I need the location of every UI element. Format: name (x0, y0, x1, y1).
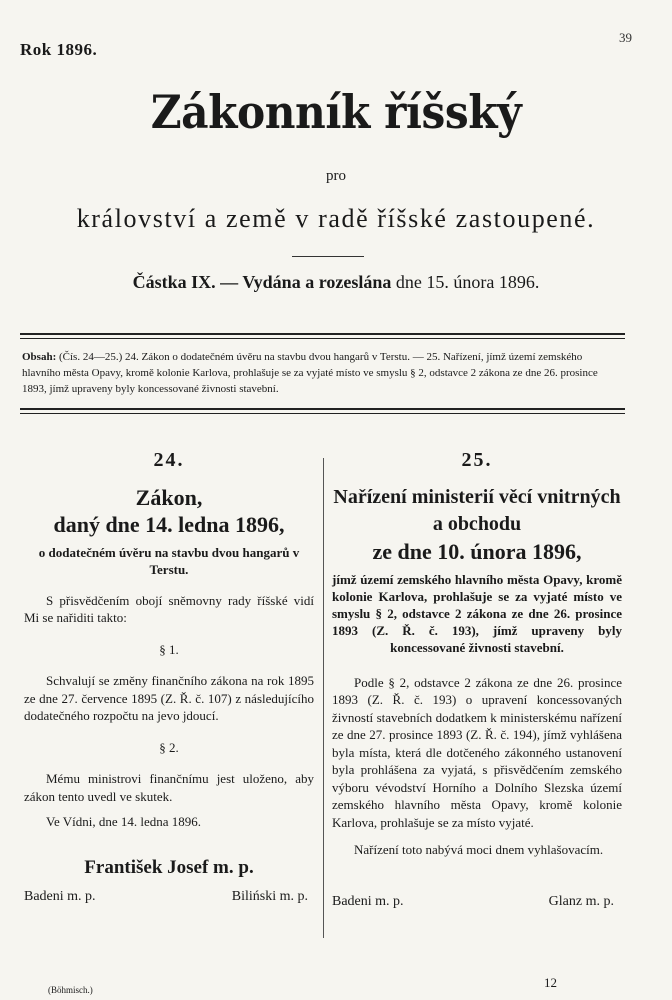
right-cosigners (332, 893, 622, 911)
decree-heading: Nařízení ministerií věcí vnitrných (333, 485, 621, 508)
year-label: Rok 1896. (20, 40, 98, 59)
section-2-label: § 2. (159, 739, 179, 755)
contents-block (22, 349, 622, 397)
signature-emperor: František Josef m. p. (84, 856, 254, 878)
rule-top-1 (20, 333, 625, 335)
column-separator (323, 458, 324, 938)
rule-top-2 (20, 338, 625, 339)
section-2-text: Mému ministrovi finančnímu jest uloženo, aby zákon tento uvedl ve skutek. (24, 771, 314, 804)
left-cosigners (24, 888, 314, 906)
title-pro: pro (326, 168, 346, 184)
cosigner-glanz: Glanz m. p. (548, 893, 614, 909)
contents-label: Obsah: (22, 351, 57, 363)
cosigner-badeni-2: Badeni m. p. (332, 893, 404, 909)
right-column (332, 449, 622, 910)
rule-bottom-1 (20, 408, 625, 410)
law-number-25: 25. (461, 449, 493, 471)
page-title: Zákonník říšský (150, 85, 522, 139)
place-date: Ve Vídni, dne 14. ledna 1896. (46, 814, 202, 829)
contents-text: (Čís. 24—25.) 24. Zákon o dodatečném úvěru na stavbu dvou hangarů v Terstu. — 25. Nařízení, jímž území zemského hlavního města Opavy, kromě kolonie Karlova, prohlašuje se za vyjaté místo ve smyslu § 2, odstavce 2 zákona ze dne 26. prosince 1893, jímž upraveny byly koncessované živnosti stavební. (22, 351, 598, 395)
title-realms: království a země v radě říšské zastoupené. (76, 204, 596, 233)
section-1-label: § 1. (159, 641, 179, 657)
issue-line (0, 272, 672, 293)
decree-date-heading: ze dne 10. února 1896, (372, 538, 582, 564)
law-heading: Zákon, (135, 484, 203, 510)
issue-date: dne 15. února 1896. (395, 272, 540, 292)
left-column (24, 449, 314, 906)
page-number: 39 (619, 30, 632, 45)
rule-bottom-2 (20, 413, 625, 414)
cosigner-badeni: Badeni m. p. (24, 889, 96, 904)
sheet-number: 12 (544, 975, 557, 990)
decree-text: Podle § 2, odstavce 2 zákona ze dne 26. prosince 1893 (Z. Ř. č. 193) o upravení koncessovaných živností stavebních dodatkem k ministerskému nařízení ze dne 27. prosince 1893 (Z. Ř. č. 194), jímž vyhlášena byla místa, která dle dotčeného zákonného ustanovení byla prohlášena za vyjatá, s přisvědčením zemského výboru vévodství Horního a Dolního Slezska území zemského hlavního města Opavy, kromě kolonie Karlova, prohlašuje se za místo vyjaté. (332, 674, 622, 830)
issue-bold: Částka IX. — Vydána a rozeslána (132, 272, 392, 292)
title-divider (292, 256, 364, 257)
cosigner-bilinski: Biliński m. p. (231, 889, 308, 904)
printer-mark: (Böhmisch.) (48, 985, 93, 995)
section-1-text: Schvalují se změny finančního zákona na rok 1895 ze dne 27. července 1895 (Z. Ř. č. 107) z následujícího dodatečného rozpočtu na jevo jdoucí. (24, 673, 314, 723)
law-intro: S přisvědčením obojí sněmovny rady říšské vidí Mi se nařiditi takto: (24, 592, 314, 625)
law-date-heading: daný dne 14. ledna 1896, (53, 511, 285, 537)
decree-subject: jímž území zemského hlavního města Opavy, kromě kolonie Karlova, prohlašuje se za vyjaté místo ve smyslu § 2, odstavce 2 zákona ze dne 26. prosince 1893 (Z. Ř. č. 193), jímž upraveny byly koncessované živnosti stavební. (332, 571, 622, 655)
law-subject: o dodatečném úvěru na stavbu dvou hangarů v Terstu. (38, 544, 300, 577)
law-number-24: 24. (153, 449, 185, 471)
decree-effect: Nařízení toto nabývá moci dnem vyhlašovacím. (354, 842, 604, 857)
decree-heading-2: a obchodu (432, 512, 522, 535)
